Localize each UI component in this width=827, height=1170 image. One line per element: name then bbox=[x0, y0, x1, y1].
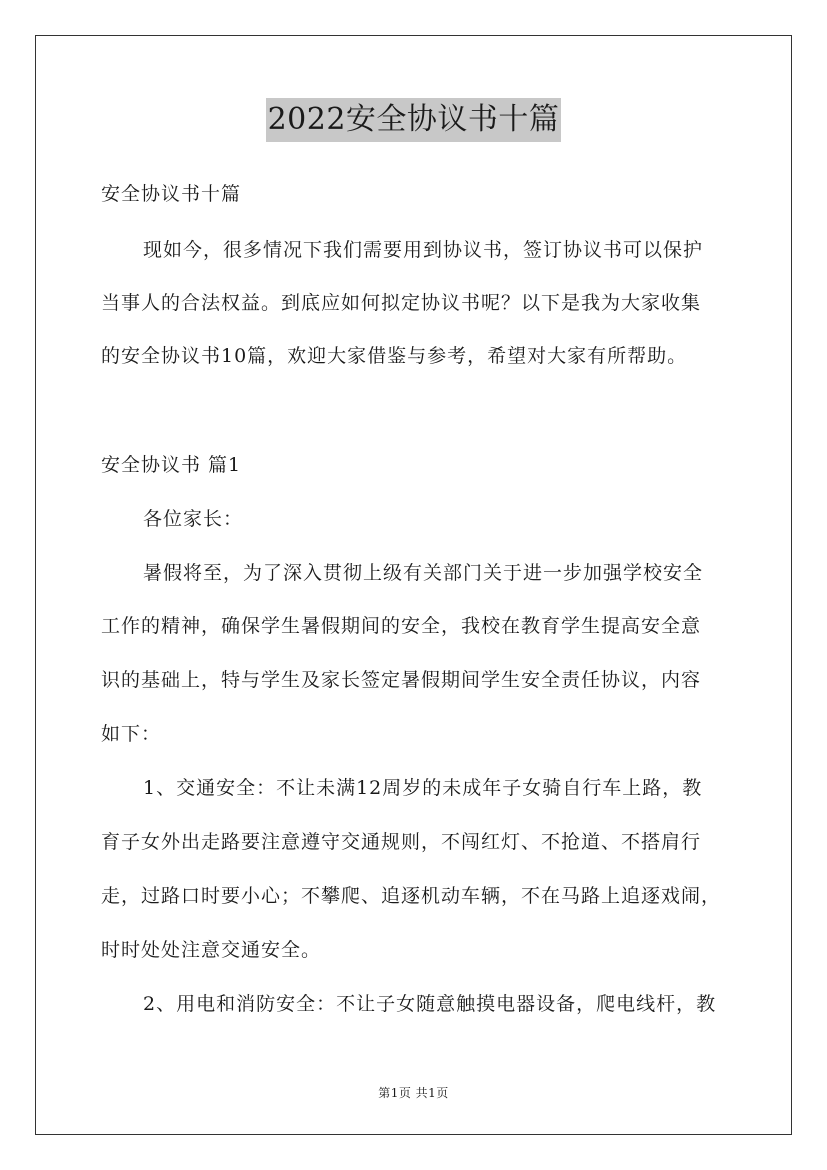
body-line-1: 暑假将至，为了深入贯彻上级有关部门关于进一步加强学校安全 bbox=[143, 562, 704, 584]
title-container bbox=[0, 98, 827, 142]
body-line-2: 工作的精神，确保学生暑假期间的安全，我校在教育学生提高安全意 bbox=[101, 615, 702, 637]
body-line-7: 走，过路口时要小心；不攀爬、追逐机动车辆，不在马路上追逐戏闹， bbox=[101, 885, 722, 907]
body-line-9: 2、用电和消防安全：不让子女随意触摸电器设备，爬电线杆，教 bbox=[143, 993, 717, 1015]
body-line-5: 1、交通安全：不让未满12周岁的未成年子女骑自行车上路，教 bbox=[143, 777, 703, 799]
document-title: 2022安全协议书十篇 bbox=[266, 98, 562, 142]
page-footer: 第1页 共1页 bbox=[378, 1086, 449, 1100]
intro-line-3: 的安全协议书10篇，欢迎大家借鉴与参考，希望对大家有所帮助。 bbox=[101, 345, 688, 367]
intro-line-2: 当事人的合法权益。到底应如何拟定协议书呢？以下是我为大家收集 bbox=[101, 292, 702, 314]
body-line-6: 育子女外出走路要注意遵守交通规则，不闯红灯、不抢道、不搭肩行 bbox=[101, 831, 702, 853]
intro-line-1: 现如今，很多情况下我们需要用到协议书，签订协议书可以保护 bbox=[143, 239, 704, 261]
body-line-8: 时时处处注意交通安全。 bbox=[101, 939, 322, 961]
body-line-3: 识的基础上，特与学生及家长签定暑假期间学生安全责任协议，内容 bbox=[101, 669, 702, 691]
section-heading: 安全协议书 篇1 bbox=[101, 454, 242, 476]
salutation: 各位家长： bbox=[143, 508, 244, 530]
document-subtitle: 安全协议书十篇 bbox=[101, 183, 242, 205]
body-line-4: 如下： bbox=[101, 723, 162, 745]
